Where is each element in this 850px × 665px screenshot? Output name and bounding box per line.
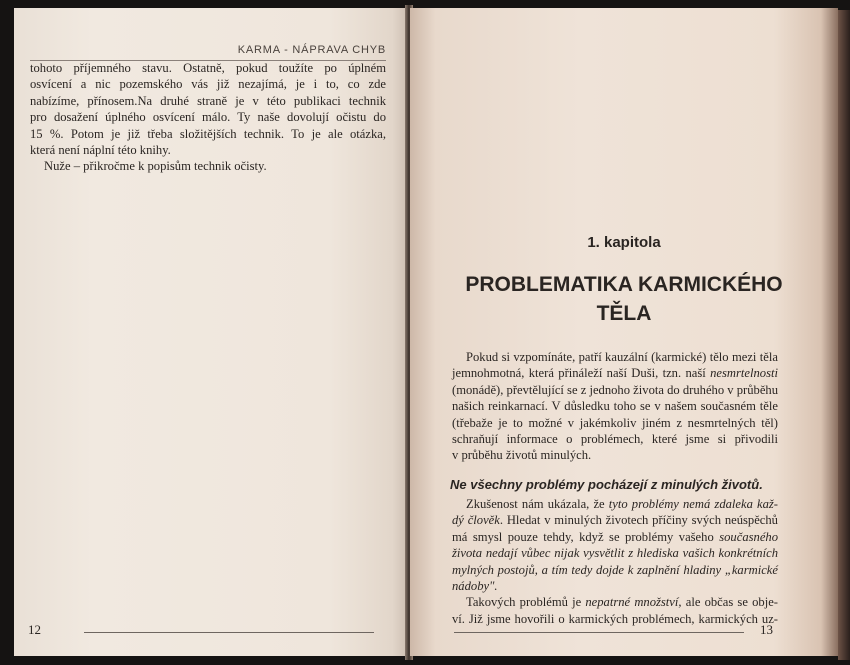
text-segment: Nuže – přikročme k popisům technik očisty. [44, 159, 267, 174]
italic-text: nesmrtelnosti [710, 366, 778, 381]
paragraph-1 [452, 349, 778, 464]
text-segment: 15 %. Potom je již třeba složitějších technik. To je ale otázka, [30, 126, 386, 141]
text-line [452, 578, 778, 594]
text-line [30, 158, 386, 174]
text-segment: v průběhu životů minulých. [452, 448, 592, 463]
text-segment: našich reinkarnací. V důsledku toho se v našem současném těle [452, 399, 778, 414]
chapter-label: 1. kapitola [587, 234, 661, 251]
left-page-text [30, 60, 386, 175]
paragraph-2 [452, 496, 778, 627]
text-line [452, 562, 778, 578]
text-line [452, 431, 778, 447]
text-line [452, 447, 778, 463]
text-line [452, 545, 778, 561]
text-line [30, 142, 386, 158]
text-line [452, 382, 778, 398]
page-number-right: 13 [760, 622, 773, 637]
footer-rule-right [454, 632, 744, 633]
chapter-title-line2: TĚLA [596, 302, 652, 325]
chapter-title-line1: PROBLEMATIKA KARMICKÉHO [465, 273, 783, 296]
text-segment: (třebaže je to možné v jakémkoliv jiném z nesmrtelných těl) [452, 415, 778, 430]
text-line [30, 126, 386, 142]
text-line [30, 109, 386, 125]
text-line [30, 93, 386, 109]
page-number-left: 12 [28, 622, 41, 637]
right-page [410, 8, 838, 656]
text-segment: ví. Již jsme hovořili o karmických problémech, karmických uz- [452, 611, 778, 626]
text-segment: která není náplní této knihy. [30, 142, 171, 157]
italic-text: dý člověk [452, 513, 500, 528]
page-edge-shadow [838, 10, 850, 660]
text-segment: jemnohmotná, která přináleží naší Duši, tzn. naší [452, 366, 711, 381]
text-line [452, 398, 778, 414]
text-segment: osvícení a nic pozemského vás již nezajímá, je i to, co zde [30, 77, 386, 92]
text-segment: Zkušenost nám ukázala, že [466, 497, 609, 511]
text-line [452, 611, 778, 627]
footer-rule-left [84, 632, 374, 633]
italic-text: tyto problémy nemá zdaleka kaž- [608, 497, 779, 511]
italic-text: nádoby". [452, 578, 498, 593]
text-segment: má smysl pouze tehdy, když se problémy vašeho [452, 529, 720, 544]
text-line [452, 365, 778, 381]
running-header: KARMA - NÁPRAVA CHYB [237, 44, 386, 56]
text-segment: Takových problémů je [466, 595, 586, 610]
text-line [452, 415, 778, 431]
text-line [452, 529, 778, 545]
text-segment: (monádě), převtělující se z jednoho života do druhého v průběhu [452, 382, 778, 397]
subheading: Ne všechny problémy pocházejí z minulých životů. [450, 477, 763, 492]
text-line [452, 349, 778, 365]
italic-text: nepatrné množství, [585, 595, 682, 610]
left-page [14, 8, 408, 656]
italic-text: současného [719, 529, 778, 544]
text-segment: schraňují informace o problémech, které jsme si přivodili [452, 431, 778, 446]
text-line [30, 60, 386, 76]
text-line [452, 512, 778, 528]
text-line [30, 76, 386, 92]
italic-text: mylných postojů, a tím tedy dojde k zaplnění hladiny „karmické [452, 562, 778, 577]
italic-text: života nedají vůbec nijak vysvětlit z hlediska vašich konkrétních [452, 546, 778, 561]
text-segment: Pokud si vzpomínáte, patří kauzální (karmické) tělo mezi těla [466, 350, 778, 364]
text-segment: tohoto příjemného stavu. Ostatně, pokud toužíte po úplném [30, 61, 386, 75]
chapter-title [410, 270, 838, 328]
text-segment: . Hledat v minulých životech příčiny svých neúspěchů [499, 513, 778, 528]
text-segment: nabízíme, přínosem.Na druhé straně je v této publikaci technik [30, 93, 386, 108]
text-segment: pro dosažení úplného osvícení málo. Ty naše dovolují očistu do [30, 110, 386, 125]
text-line [452, 496, 778, 512]
text-line [452, 594, 778, 610]
text-segment: ale občas se obje- [681, 595, 778, 610]
